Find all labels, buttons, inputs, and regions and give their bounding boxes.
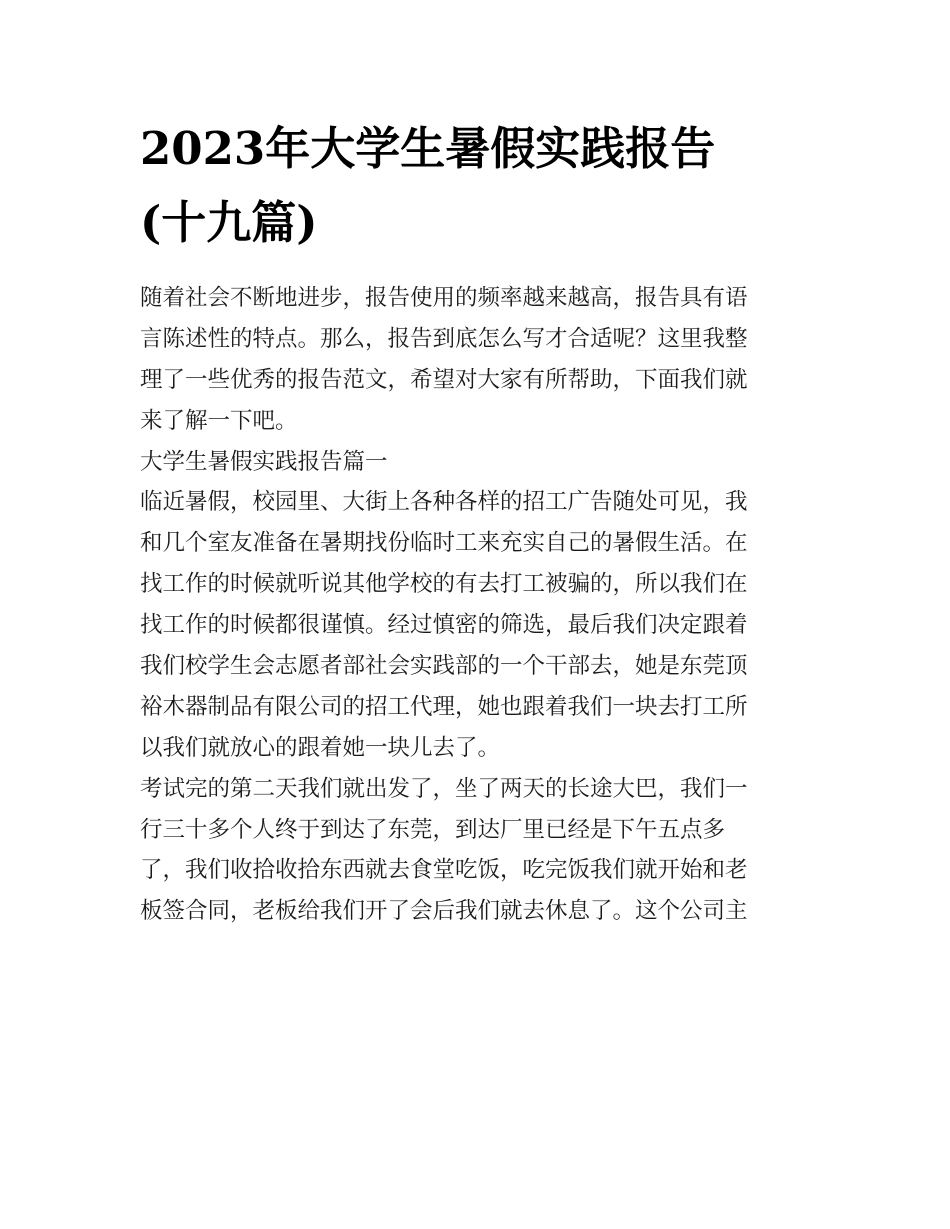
body-line: 裕木器制品有限公司的招工代理，她也跟着我们一块去打工所 — [140, 693, 748, 720]
body-line: 来了解一下吧。 — [140, 407, 298, 434]
body-line: 找工作的时候就听说其他学校的有去打工被骗的，所以我们在 — [140, 571, 748, 598]
section-heading: 大学生暑假实践报告篇一 — [140, 448, 388, 475]
document-title — [140, 112, 820, 260]
body-line: 找工作的时候都很谨慎。经过慎密的筛选，最后我们决定跟着 — [140, 612, 748, 639]
body-line: 板签合同，老板给我们开了会后我们就去休息了。这个公司主 — [140, 898, 748, 925]
body-line: 随着社会不断地进步，报告使用的频率越来越高，报告具有语 — [140, 285, 748, 311]
body-line: 临近暑假，校园里、大街上各种各样的招工广告随处可见，我 — [140, 489, 748, 516]
title-line-2: (十九篇) — [140, 196, 318, 249]
body-line: 了，我们收拾收拾东西就去食堂吃饭，吃完饭我们就开始和老 — [140, 857, 748, 884]
title-line-1: 2023年大学生暑假实践报告 — [140, 122, 716, 175]
body-line: 我们校学生会志愿者部社会实践部的一个干部去，她是东莞顶 — [140, 653, 748, 680]
body-line: 行三十多个人终于到达了东莞，到达厂里已经是下午五点多 — [140, 816, 726, 843]
body-line: 以我们就放心的跟着她一块儿去了。 — [140, 734, 501, 761]
body-line: 言陈述性的特点。那么，报告到底怎么写才合适呢？这里我整 — [140, 325, 748, 352]
document-body — [140, 278, 820, 932]
body-line: 考试完的第二天我们就出发了，坐了两天的长途大巴，我们一 — [140, 775, 748, 802]
body-line: 理了一些优秀的报告范文，希望对大家有所帮助，下面我们就 — [140, 366, 748, 393]
body-line: 和几个室友准备在暑期找份临时工来充实自己的暑假生活。在 — [140, 530, 748, 557]
